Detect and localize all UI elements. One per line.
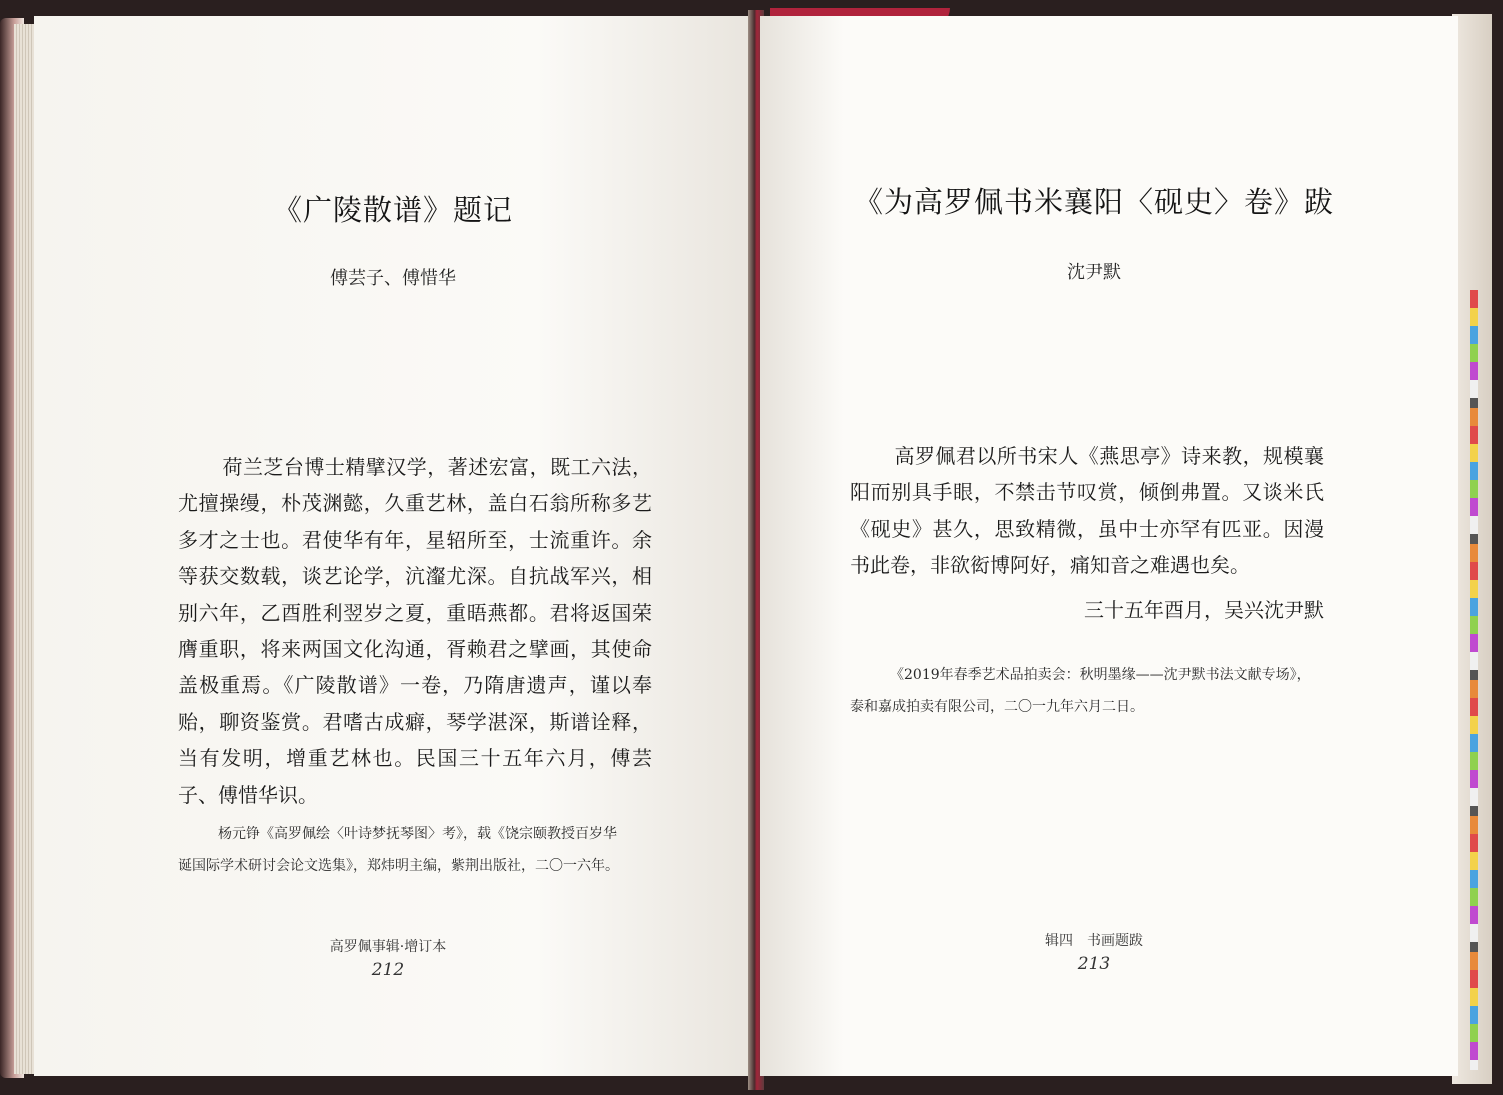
source-note-line-1: 杨元铮《高罗佩绘〈叶诗梦抚琴图〉考》，载《饶宗颐教授百岁华 bbox=[218, 826, 617, 842]
source-note bbox=[850, 659, 1330, 723]
page-title: 《为高罗佩书米襄阳〈砚史〉卷》跋 bbox=[853, 185, 1334, 219]
running-footer: 高罗佩事辑·增订本 bbox=[329, 939, 447, 955]
author-line: 傅芸子、傅惜华 bbox=[330, 268, 456, 289]
author-line: 沈尹默 bbox=[1067, 262, 1121, 283]
page-title: 《广陵散谱》题记 bbox=[272, 193, 513, 227]
source-note-line-2: 诞国际学术研讨会论文选集》，郑炜明主编，紫荆出版社，二〇一六年。 bbox=[178, 858, 619, 874]
color-calibration-strip bbox=[1470, 290, 1478, 1070]
body-paragraph bbox=[850, 438, 1324, 584]
source-note-line-1: 《2019年春季艺术品拍卖会：秋明墨缘——沈尹默书法文献专场》， bbox=[890, 667, 1311, 683]
body-text: 荷兰芝台博士精擘汉学，著述宏富，既工六法，尤擅操缦，朴茂渊懿，久重艺林，盖白石翁所称多艺多才之士也。君使华有年，星轺所至，士流重许。余等获交数载，谈艺论学，沆瀣尤深。自抗战军兴，相别六年，乙酉胜利翌岁之夏，重晤燕都。君将返国荣膺重职，将来两国文化沟通，胥赖君之擘画，其使命盖极重焉。《广陵散谱》一卷，乃隋唐遗声，谨以奉贻，聊资鉴赏。君嗜古成癖，琴学湛深，斯谱诠释，当有发明，增重艺林也。民国三十五年六月，傅芸子、傅惜华识。 bbox=[178, 455, 652, 807]
page-stack-left bbox=[14, 24, 36, 1074]
left-page bbox=[34, 16, 752, 1076]
right-page bbox=[760, 16, 1458, 1076]
source-note bbox=[178, 818, 658, 882]
source-note-line-2: 泰和嘉成拍卖有限公司，二〇一九年六月二日。 bbox=[850, 699, 1144, 715]
body-text: 高罗佩君以所书宋人《燕思亭》诗来教，规模襄阳而别具手眼，不禁击节叹赏，倾倒弗置。又谈米氏《砚史》甚久，思致精微，虽中士亦罕有匹亚。因漫书此卷，非欲衒博阿好，痛知音之难遇也矣。 bbox=[850, 444, 1324, 578]
running-footer: 辑四 书画题跋 bbox=[1045, 933, 1143, 949]
page-number: 213 bbox=[1077, 954, 1111, 974]
page-number: 212 bbox=[371, 960, 405, 980]
signature-line: 三十五年酉月，吴兴沈尹默 bbox=[1084, 598, 1324, 622]
body-paragraph bbox=[178, 449, 652, 813]
